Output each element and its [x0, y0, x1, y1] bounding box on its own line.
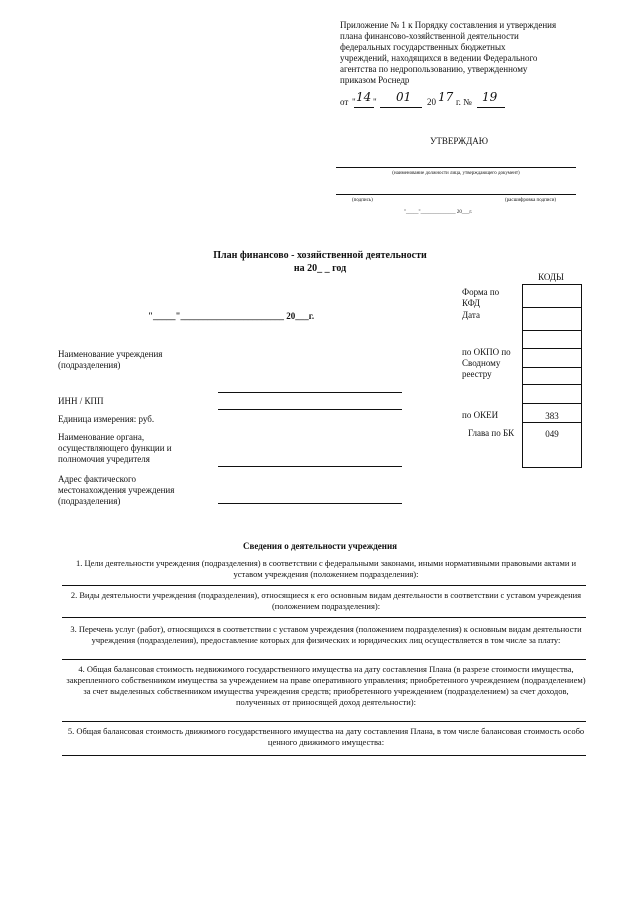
- annex-month: 01: [396, 90, 412, 104]
- approve-title: УТВЕРЖДАЮ: [430, 136, 489, 146]
- annex-line: плана финансово-хозяйственной деятельности: [340, 31, 519, 41]
- code-cell-kfd: [523, 308, 581, 331]
- annex-block: [340, 20, 590, 86]
- annex-line: приказом Роснедр: [340, 75, 410, 85]
- okei-label: по ОКЕИ: [462, 410, 499, 420]
- institution-label: Наименование учреждения (подразделения): [58, 349, 163, 370]
- annex-number: 19: [482, 90, 498, 104]
- code-cell-form: [523, 285, 581, 308]
- signature-caption: (подпись): [352, 198, 373, 203]
- quote-open: ": [352, 97, 356, 107]
- annex-line: федеральных государственных бюджетных: [340, 42, 506, 52]
- code-cell-okpo: [523, 368, 581, 385]
- activity-item-3: 3. Перечень услуг (работ), относящихся в соответствии с уставом учреждения (положением подразделения) к основным видам деятельности учреждения (подразделения), предоставление которых для физических и юридических лиц осуществляется в том числе за плату:: [70, 624, 582, 645]
- unit-label: Единица измерения: руб.: [58, 414, 155, 424]
- annex-date-prefix: от: [340, 97, 349, 107]
- activity-item-5: 5. Общая балансовая стоимость движимого государственного имущества на дату составления Плана, в том числе балансовая стоимость особо ценного движимого имущества:: [67, 726, 585, 747]
- annex-line: учреждений, находящихся в ведении Федерального: [340, 53, 538, 63]
- inn-label: ИНН / КПП: [58, 396, 104, 406]
- activity-item-4: 4. Общая балансовая стоимость недвижимого государственного имущества на дату составления Плана (в разрезе стоимости имущества, закрепленного собственником имущества за учреждением на праве оперативного управления; приобретенного учреждением (подразделением) за счет выделенных собственником имущества учреждения средств; приобретенного учреждением (подразделением) за счет доходов, полученных от приносящей доход деятельности):: [66, 664, 586, 707]
- code-cell-bk: 049: [545, 429, 559, 439]
- form-kfd-label: Форма по КФД: [462, 287, 500, 308]
- plan-title: План финансово - хозяйственной деятельности: [213, 250, 427, 261]
- okpo-label: по ОКПО по Сводному реестру: [462, 347, 511, 379]
- annex-number-label: г. №: [456, 97, 472, 107]
- annex-date: [340, 90, 540, 110]
- activity-title: Сведения о деятельности учреждения: [242, 541, 398, 551]
- bk-label: Глава по БК: [468, 428, 515, 438]
- date-label: Дата: [462, 310, 480, 320]
- approve-date: "_____"______________ 20___г.: [404, 210, 473, 215]
- activity-item-1: 1. Цели деятельности учреждения (подразделения) в соответствии с федеральными законами, иными нормативными правовыми актами и уставом учреждения (положением подразделения):: [75, 558, 577, 579]
- code-cell-empty: [523, 349, 581, 368]
- code-cell-okei: 383: [545, 411, 559, 421]
- annex-year-prefix: 20: [427, 97, 436, 107]
- quote-close: ": [373, 97, 377, 107]
- decode-caption: (расшифровка подписи): [505, 198, 557, 203]
- plan-date: "_____"_______________________ 20___г.: [148, 311, 315, 321]
- annex-day: 14: [356, 90, 372, 104]
- code-cell-date: [523, 331, 581, 349]
- position-caption: (наименование должности лица, утверждающего документ): [392, 171, 520, 176]
- founder-label: Наименование органа, осуществляющего функции и полномочия учредителя: [58, 432, 172, 464]
- address-label: Адрес фактического местонахождения учреждения (подразделения): [58, 474, 175, 506]
- plan-year: на 20_ _ год: [293, 263, 347, 274]
- codes-header: КОДЫ: [538, 272, 564, 282]
- codes-table: [522, 284, 582, 468]
- annex-year: 17: [438, 90, 454, 104]
- activity-item-2: 2. Виды деятельности учреждения (подразделения), относящиеся к его основным видам деятельности в соответствии с уставом учреждения (положением подразделения):: [70, 590, 582, 611]
- annex-line: Приложение № 1 к Порядку составления и утверждения: [340, 20, 557, 30]
- code-cell-registry: [523, 385, 581, 404]
- annex-line: агентства по недропользованию, утвержденному: [340, 64, 528, 74]
